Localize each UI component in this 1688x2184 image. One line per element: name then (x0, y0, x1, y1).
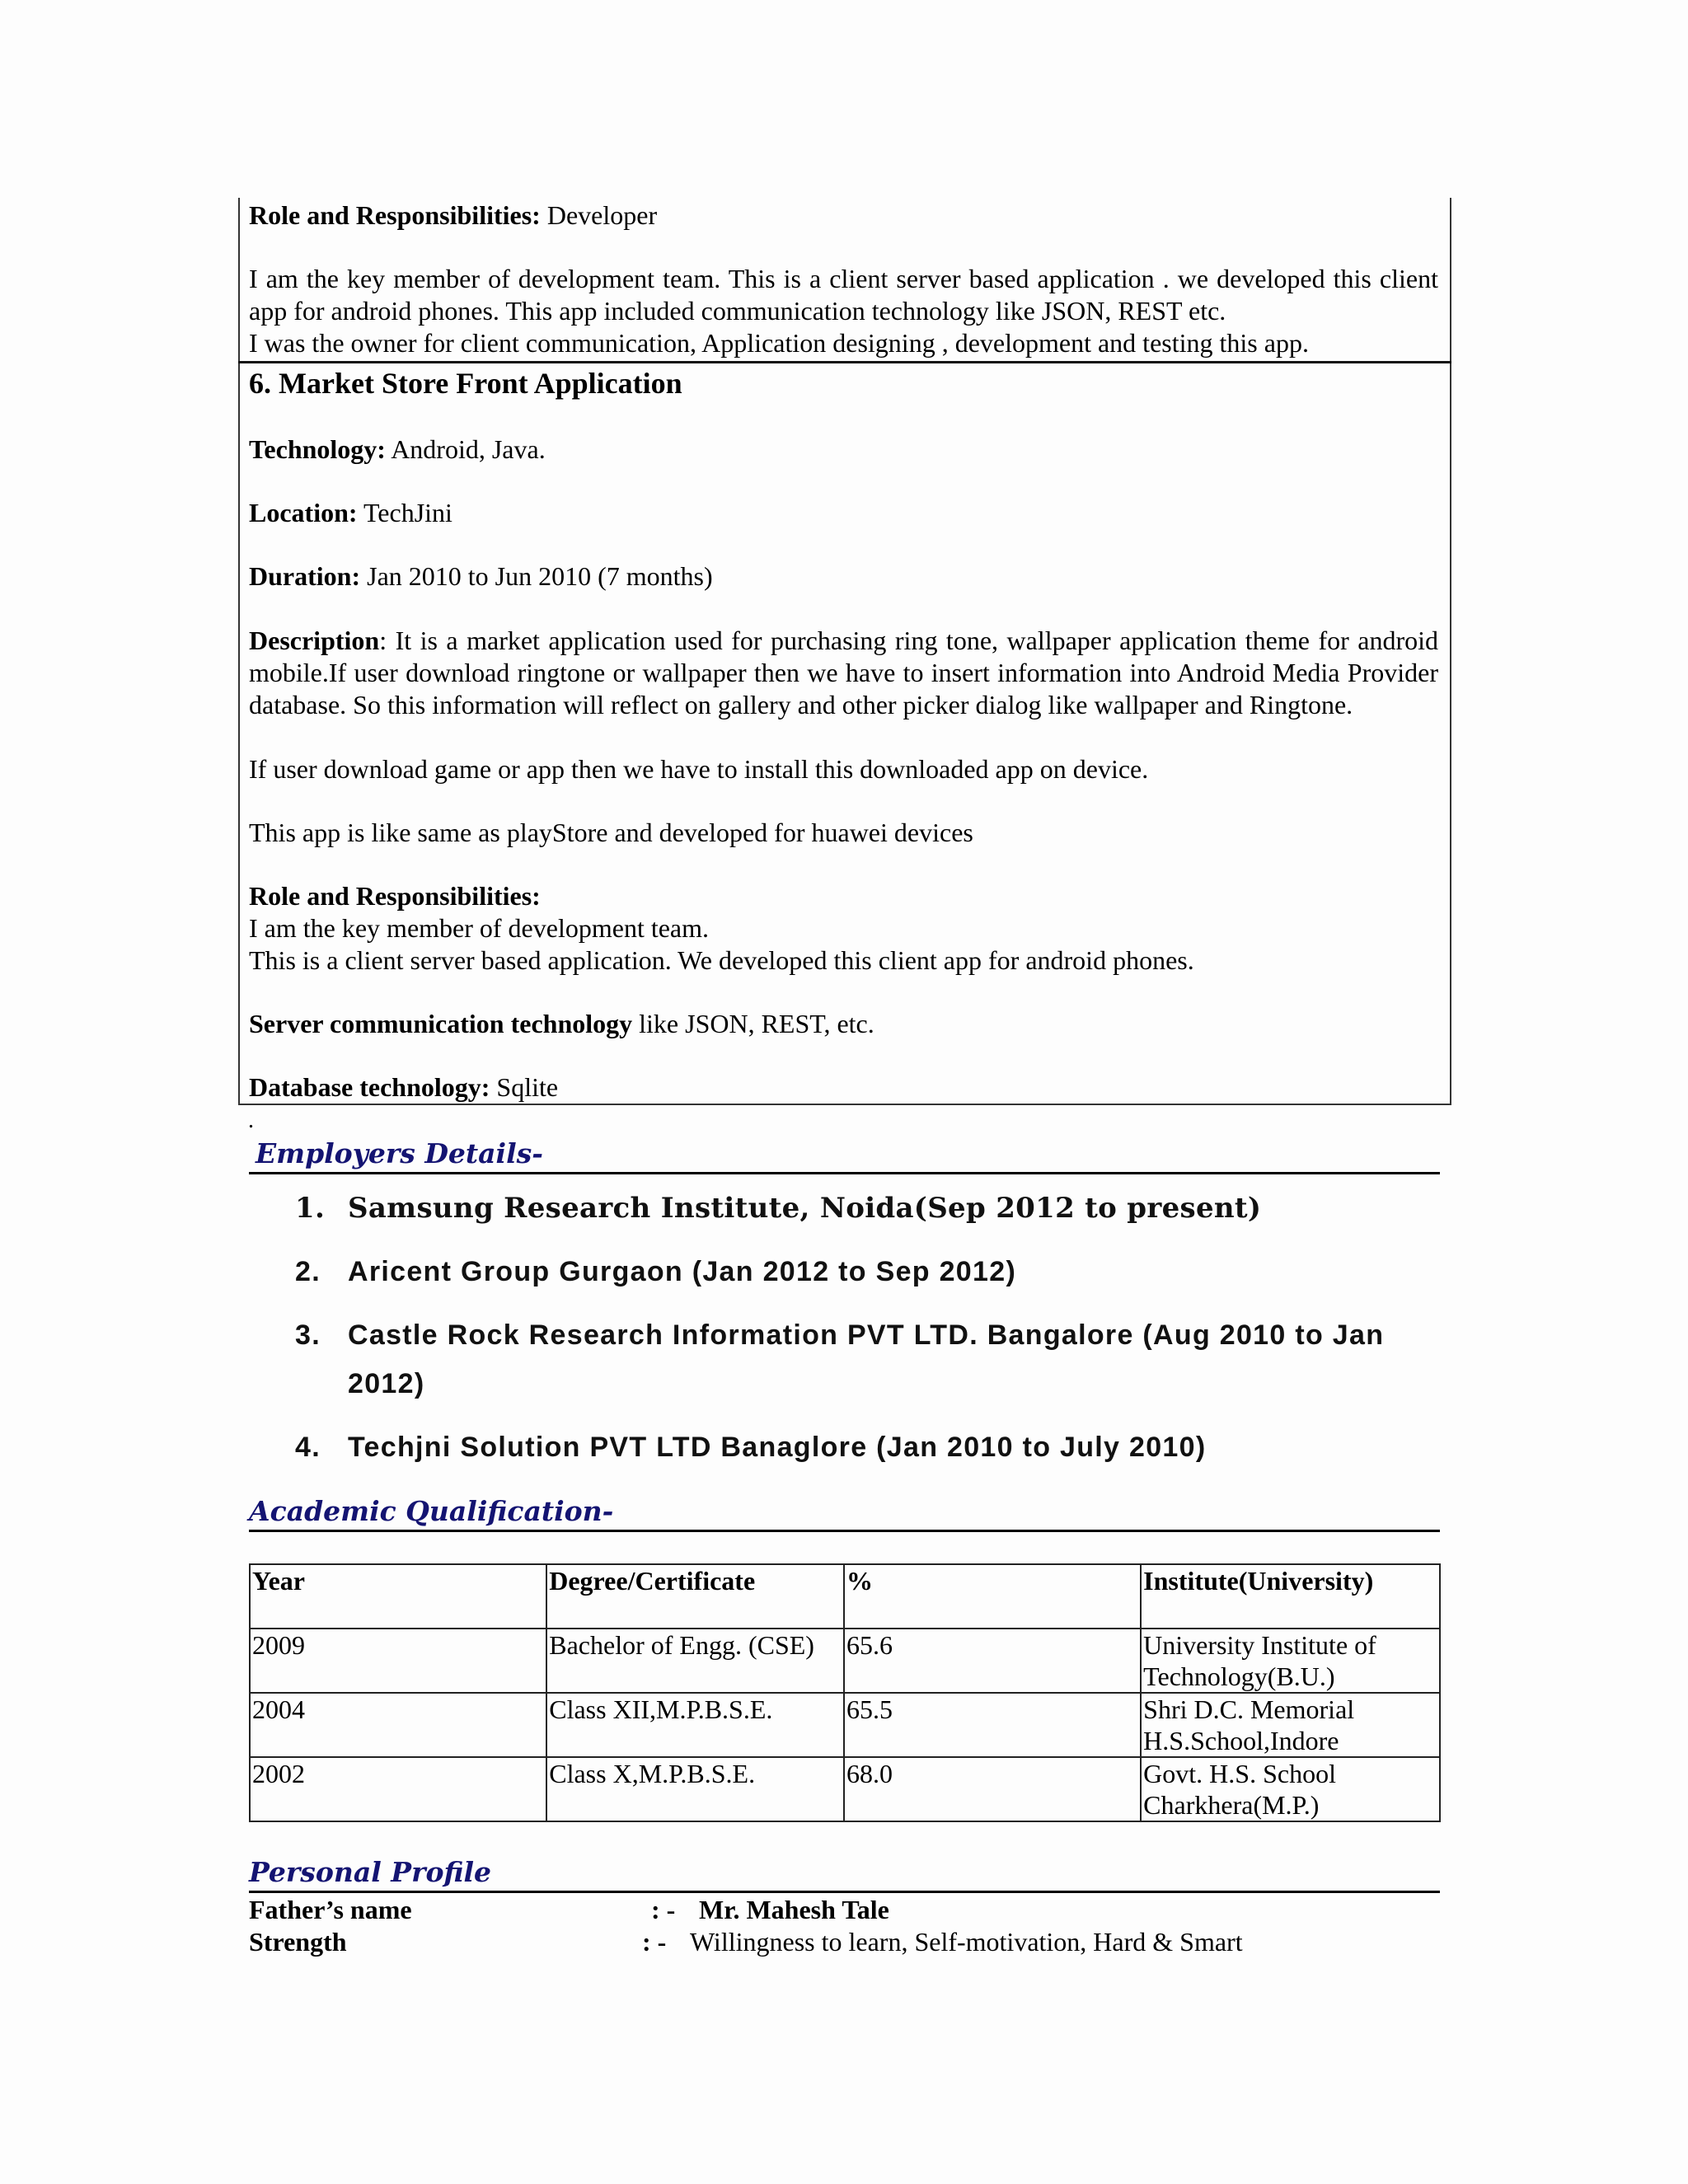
project-divider (238, 361, 1451, 363)
header-year: Year (250, 1564, 546, 1629)
cell-year: 2004 (250, 1693, 546, 1757)
employer-item: 3. Castle Rock Research Information PVT LTD. Bangalore (Aug 2010 to Jan 2012) (295, 1319, 1385, 1399)
academic-table (249, 1563, 1441, 1822)
description-line2: If user download game or app then we have to install this downloaded app on device. (249, 754, 1149, 784)
father-label: Father’s name (249, 1895, 412, 1924)
table-row (250, 1757, 1440, 1821)
table-row (250, 1629, 1440, 1693)
employer-item: 4. Techjni Solution PVT LTD Banaglore (Jan 2010 to July 2010) (295, 1432, 1207, 1463)
project-title: 6. Market Store Front Application (249, 367, 682, 400)
cell-percent: 65.6 (844, 1629, 1141, 1693)
cell-degree: Class X,M.P.B.S.E. (546, 1757, 844, 1821)
cell-institute: University Institute of Technology(B.U.) (1141, 1629, 1440, 1693)
cell-percent: 68.0 (844, 1757, 1141, 1821)
cell-institute: Govt. H.S. School Charkhera(M.P.) (1141, 1757, 1440, 1821)
prev-ownership: I was the owner for client communication, Application designing , development and testing this app. (249, 328, 1309, 358)
employer-item: 2. Aricent Group Gurgaon (Jan 2012 to Sep 2012) (295, 1256, 1017, 1287)
father-separator: : - (651, 1895, 676, 1924)
database-tech-line: Database technology: Sqlite (249, 1072, 559, 1102)
header-degree: Degree/Certificate (546, 1564, 844, 1629)
prev-description: I am the key member of development team. This is a client server based application . we developed this client app for android phones. This app included communication technology like JSON, REST etc. (249, 264, 1438, 326)
employers-heading: Employers Details- (249, 1136, 1440, 1174)
technology-line: Technology: Android, Java. (249, 434, 546, 464)
cell-year: 2002 (250, 1757, 546, 1821)
description-paragraph: Description: It is a market application used for purchasing ring tone, wallpaper application theme for android mobile.If user download ringtone or wallpaper then we have to insert information into Android Media Provider database. So this information will reflect on gallery and other picker dialog like wallpaper and Ringtone. (249, 626, 1438, 719)
duration-line: Duration: Jan 2010 to Jun 2010 (7 months) (249, 561, 713, 591)
location-line: Location: TechJini (249, 498, 452, 527)
cell-degree: Class XII,M.P.B.S.E. (546, 1693, 844, 1757)
header-institute: Institute(University) (1141, 1564, 1440, 1629)
strength-label: Strength (249, 1927, 347, 1957)
strength-value: Willingness to learn, Self-motivation, Hard & Smart (690, 1927, 1243, 1957)
prev-role-line: Role and Responsibilities: Developer (249, 200, 658, 230)
server-tech-line: Server communication technology like JSON, REST, etc. (249, 1009, 874, 1038)
father-value: Mr. Mahesh Tale (699, 1895, 889, 1924)
cell-degree: Bachelor of Engg. (CSE) (546, 1629, 844, 1693)
table-row (250, 1693, 1440, 1757)
employers-list (295, 1184, 1449, 1487)
strength-separator: : - (642, 1927, 667, 1957)
stray-dot: . (248, 1108, 254, 1133)
header-percent: % (844, 1564, 1141, 1629)
employer-item: 1. Samsung Research Institute, Noida(Sep 2012 to present) (295, 1192, 1262, 1225)
role-line1: I am the key member of development team. (249, 913, 710, 943)
role-line2: This is a client server based application. We developed this client app for android phones. (249, 945, 1194, 975)
cell-institute: Shri D.C. Memorial H.S.School,Indore (1141, 1693, 1440, 1757)
cell-year: 2009 (250, 1629, 546, 1693)
profile-heading: Personal Profile (249, 1854, 1440, 1893)
cell-percent: 65.5 (844, 1693, 1141, 1757)
academic-heading: Academic Qualification- (249, 1493, 1440, 1532)
table-header-row (250, 1564, 1440, 1629)
role-heading: Role and Responsibilities: (249, 881, 541, 911)
playstore-line: This app is like same as playStore and developed for huawei devices (249, 818, 973, 847)
